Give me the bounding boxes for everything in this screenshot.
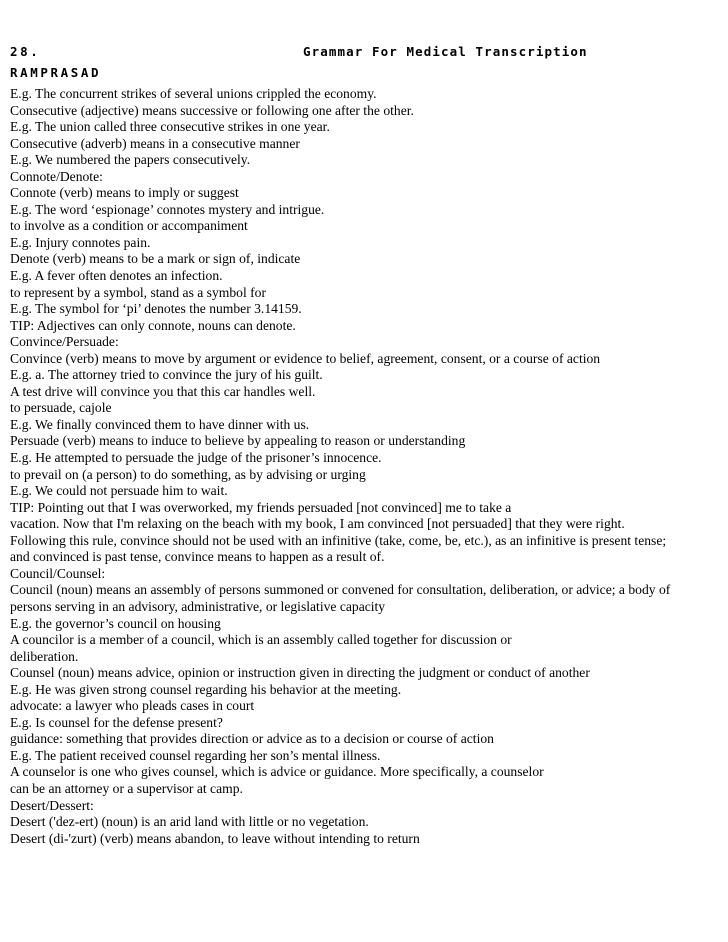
- text-line: deliberation.: [10, 648, 79, 664]
- text-line: Denote (verb) means to be a mark or sign of, indicate: [10, 251, 301, 267]
- text-line: Desert (di-'zurt) (verb) means abandon, to leave without intending to return: [10, 830, 420, 846]
- text-line: Following this rule, convince should not be used with an infinitive (take, come, be, etc.), as an infinitive is present tense;: [10, 532, 667, 548]
- text-line: Council (noun) means an assembly of persons summoned or convened for consultation, deliberation, or advice; a body of: [10, 582, 671, 598]
- text-line: E.g. A fever often denotes an infection.: [10, 268, 223, 284]
- text-line: A counselor is one who gives counsel, which is advice or guidance. More specifically, a counselor: [10, 764, 544, 780]
- page-number: 28.: [10, 44, 41, 59]
- text-line: TIP: Adjectives can only connote, nouns can denote.: [10, 317, 296, 333]
- text-line: Convince/Persuade:: [10, 334, 119, 350]
- text-line: A councilor is a member of a council, which is an assembly called together for discussion or: [10, 632, 512, 648]
- text-line: E.g. The patient received counsel regarding her son’s mental illness.: [10, 747, 381, 763]
- text-line: E.g. The word ‘espionage’ connotes mystery and intrigue.: [10, 201, 325, 217]
- text-line: A test drive will convince you that this car handles well.: [10, 383, 316, 399]
- text-line: advocate: a lawyer who pleads cases in court: [10, 698, 255, 714]
- text-line: Desert ('dez-ert) (noun) is an arid land with little or no vegetation.: [10, 814, 369, 830]
- text-line: Connote (verb) means to imply or suggest: [10, 185, 239, 201]
- text-line: Council/Counsel:: [10, 565, 106, 581]
- text-line: Persuade (verb) means to induce to believe by appealing to reason or understanding: [10, 433, 466, 449]
- text-line: to persuade, cajole: [10, 400, 112, 416]
- text-line: E.g. We numbered the papers consecutively.: [10, 152, 251, 168]
- author-name: RAMPRASAD: [10, 65, 102, 80]
- document-title: Grammar For Medical Transcription: [303, 44, 588, 59]
- text-line: E.g. He attempted to persuade the judge of the prisoner’s innocence.: [10, 450, 382, 466]
- text-line: E.g. The union called three consecutive strikes in one year.: [10, 119, 330, 135]
- text-line: Counsel (noun) means advice, opinion or instruction given in directing the judgment or conduct of another: [10, 665, 590, 681]
- text-line: TIP: Pointing out that I was overworked, my friends persuaded [not convinced] me to take a: [10, 499, 512, 515]
- text-line: Consecutive (adverb) means in a consecutive manner: [10, 135, 300, 151]
- text-line: E.g. We could not persuade him to wait.: [10, 483, 228, 499]
- text-line: E.g. a. The attorney tried to convince the jury of his guilt.: [10, 367, 323, 383]
- text-line: E.g. He was given strong counsel regarding his behavior at the meeting.: [10, 681, 402, 697]
- text-line: E.g. We finally convinced them to have dinner with us.: [10, 416, 310, 432]
- text-line: to prevail on (a person) to do something, as by advising or urging: [10, 466, 366, 482]
- text-line: E.g. Injury connotes pain.: [10, 234, 151, 250]
- text-line: E.g. The symbol for ‘pi’ denotes the number 3.14159.: [10, 301, 302, 317]
- text-line: E.g. The concurrent strikes of several unions crippled the economy.: [10, 86, 377, 101]
- text-line: guidance: something that provides direction or advice as to a decision or course of action: [10, 731, 494, 747]
- text-line: and convinced is past tense, convince means to happen as a result of.: [10, 549, 385, 565]
- text-line: vacation. Now that I'm relaxing on the beach with my book, I am convinced [not persuaded] that they were right.: [10, 516, 625, 532]
- text-line: can be an attorney or a supervisor at camp.: [10, 780, 243, 796]
- text-line: to represent by a symbol, stand as a symbol for: [10, 284, 266, 300]
- text-line: Convince (verb) means to move by argument or evidence to belief, agreement, consent, or a course of action: [10, 350, 601, 366]
- text-line: E.g. the governor’s council on housing: [10, 615, 221, 631]
- text-line: E.g. Is counsel for the defense present?: [10, 714, 223, 730]
- text-line: to involve as a condition or accompaniment: [10, 218, 248, 234]
- text-line: Connote/Denote:: [10, 168, 103, 184]
- body-text: [10, 86, 726, 847]
- text-line: persons serving in an advisory, administrative, or legislative capacity: [10, 598, 386, 614]
- text-line: Consecutive (adjective) means successive or following one after the other.: [10, 102, 414, 118]
- page-header: [10, 0, 724, 80]
- text-line: Desert/Dessert:: [10, 797, 94, 813]
